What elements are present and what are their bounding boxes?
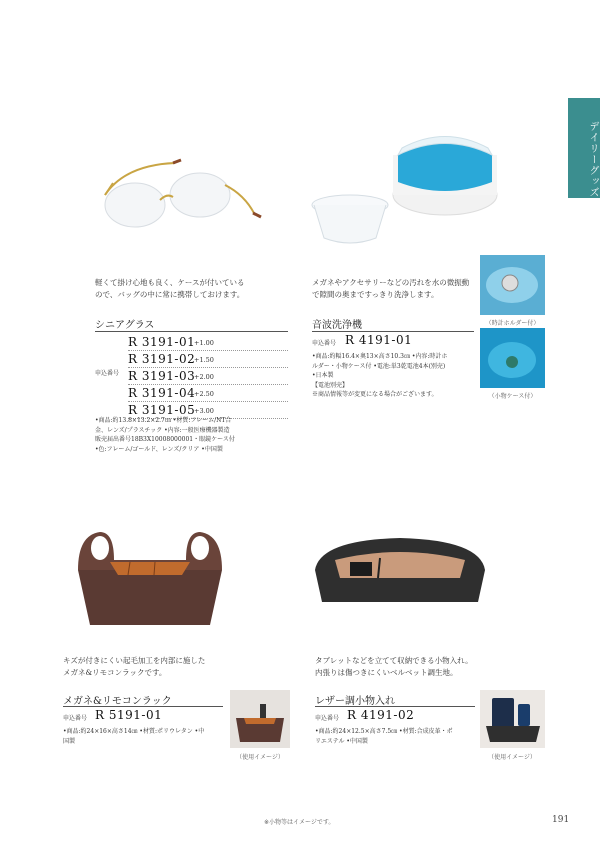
glasses-code: R 3191-01 — [128, 335, 196, 349]
rack-usage-image — [230, 690, 290, 748]
rack-usage-caption: （使用イメージ） — [236, 754, 284, 761]
watch-holder-image — [480, 255, 545, 315]
glasses-row — [128, 351, 288, 368]
glasses-spec-line: 金、レンズ/プラスチック •内容:一般医療機器製造 — [95, 426, 230, 434]
ultrasonic-cleaner-image — [310, 120, 500, 255]
cleaner-title: 音波洗浄機 — [312, 320, 362, 331]
senior-glasses-image — [95, 155, 270, 250]
glasses-specs — [95, 416, 295, 454]
glasses-strength: +1.50 — [194, 356, 214, 364]
glasses-strength: +2.50 — [194, 390, 214, 398]
glasses-code: R 3191-03 — [128, 369, 196, 383]
category-tab: デイリーグッズ — [568, 98, 600, 198]
glasses-desc-line2: ので、バッグの中に常に携帯しておけます。 — [95, 290, 245, 299]
tray-title: レザー調小物入れ — [315, 696, 395, 707]
tray-description — [315, 655, 495, 679]
cleaner-spec-line: •日本製 — [312, 372, 334, 379]
glasses-strength: +3.00 — [194, 407, 214, 415]
tray-divider — [315, 706, 475, 707]
rack-title: メガネ&リモコンラック — [63, 696, 172, 707]
glasses-strength: +1.00 — [194, 339, 214, 347]
rack-divider — [63, 706, 223, 707]
cleaner-desc-line2: で隙間の奥まですっきり洗浄します。 — [312, 290, 439, 299]
glasses-row — [128, 334, 288, 351]
tray-code: R 4191-02 — [347, 708, 415, 722]
rack-spec-line: 国製 — [63, 737, 76, 745]
glasses-spec-line: •商品:約13.8×13.2×2.7㎝ •材質:フレーム/NT合 — [95, 417, 232, 424]
glasses-code-list — [128, 334, 288, 419]
rack-desc-line2: メガネ&リモコンラックです。 — [63, 668, 167, 677]
glasses-code: R 3191-04 — [128, 386, 196, 400]
glasses-spec-line: 販売届出番号18B3X10008000001・眼鏡ケース付 — [95, 436, 235, 443]
cleaner-description — [312, 277, 482, 301]
glasses-description — [95, 277, 295, 301]
page-number: 191 — [552, 815, 570, 825]
glasses-strength: +2.00 — [194, 373, 214, 381]
glasses-row — [128, 385, 288, 402]
leather-tray-image — [310, 530, 490, 605]
accessory-case-image — [480, 328, 545, 388]
rack-specs — [63, 727, 228, 746]
rack-code-label: 申込番号 — [63, 715, 88, 722]
cleaner-spec-line: 【電池別売】 — [312, 381, 349, 389]
rack-description — [63, 655, 263, 679]
tray-usage-caption: （使用イメージ） — [488, 754, 536, 761]
glasses-row — [128, 368, 288, 385]
glasses-code: R 3191-05 — [128, 403, 196, 417]
watch-holder-caption: （時計ホルダー付） — [485, 320, 540, 327]
rack-desc-line1: キズが付きにくい起毛加工を内部に施した — [63, 656, 206, 665]
glasses-desc-line1: 軽くて掛け心地も良く、ケースが付いている — [95, 278, 245, 287]
accessory-case-caption: （小物ケース付） — [488, 393, 537, 400]
tray-usage-image — [480, 690, 545, 748]
cleaner-code-label: 申込番号 — [312, 340, 337, 347]
glasses-code-label: 申込番号 — [95, 370, 120, 377]
tray-desc-line2: 内張りは傷つきにくいベルベット調生地。 — [315, 668, 458, 677]
cleaner-spec-line: •商品:約幅16.4×奥13×高さ10.3㎝ •内容:時計ホ — [312, 353, 448, 360]
tray-specs — [315, 727, 480, 746]
cleaner-spec-line: ※商品情報等が変更になる場合がございます。 — [312, 391, 438, 398]
rack-spec-line: •商品:約24×16×高さ14㎝ •材質:ポリウレタン •中 — [63, 728, 205, 735]
cleaner-desc-line1: メガネやアクセサリーなどの汚れを水の微振動 — [312, 278, 470, 287]
cleaner-divider — [312, 331, 474, 332]
tray-desc-line1: タブレットなどを立てて収納できる小物入れ。 — [315, 656, 473, 665]
glasses-remote-rack-image — [70, 520, 230, 630]
cleaner-specs — [312, 352, 487, 400]
glasses-code: R 3191-02 — [128, 352, 196, 366]
cleaner-code: R 4191-01 — [345, 333, 413, 347]
footer-note: ※小物等はイメージです。 — [264, 819, 335, 826]
glasses-divider — [95, 331, 288, 332]
glasses-title: シニアグラス — [95, 320, 155, 331]
rack-code: R 5191-01 — [95, 708, 163, 722]
glasses-spec-line: •色:フレーム/ゴールド、レンズ/クリア •中国製 — [95, 445, 223, 453]
tray-code-label: 申込番号 — [315, 715, 340, 722]
tray-spec-line: リエステル •中国製 — [315, 737, 368, 745]
tray-spec-line: •商品:約24×12.5×高さ7.5㎝ •材質:合成皮革・ポ — [315, 728, 453, 735]
cleaner-spec-line: ルダー・小物ケース付 •電池:単3乾電池4本(別売) — [312, 362, 446, 370]
